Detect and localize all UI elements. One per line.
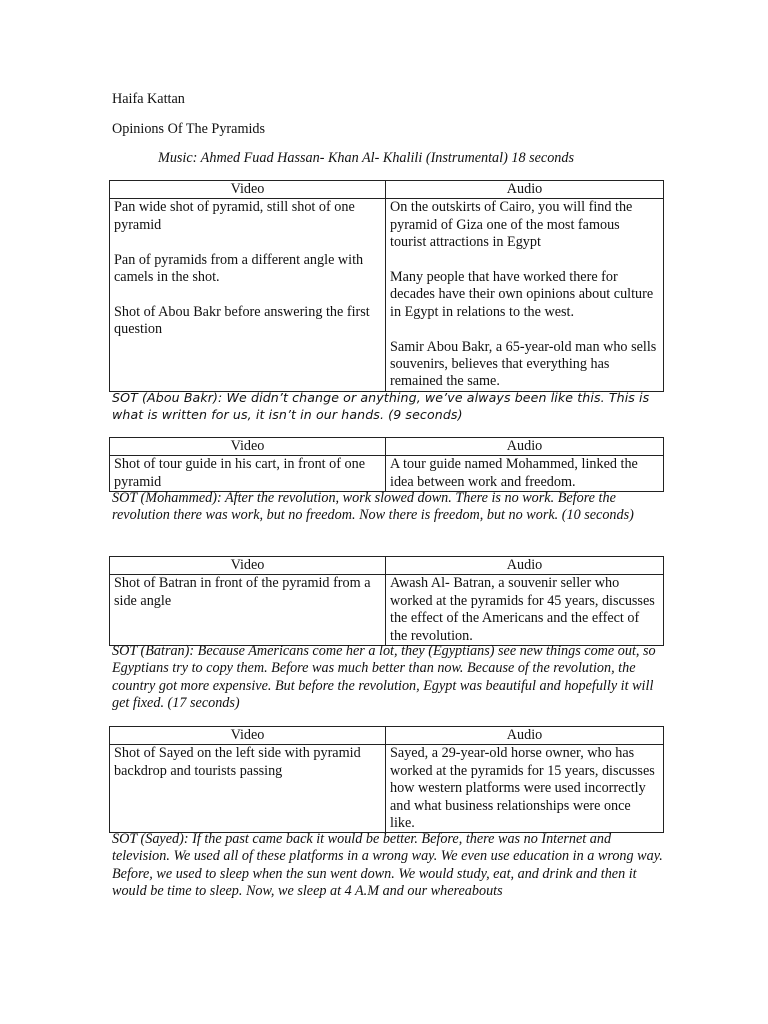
video-column-header: Video [110,727,386,745]
audio-cell: Sayed, a 29-year-old horse owner, who has worked at the pyramids for 15 years, discusses how western platforms were used incorrectly and what business relationships were once like. [386,745,664,833]
video-cell [110,199,386,391]
sot-quote-sayed: SOT (Sayed): If the past came back it would be better. Before, there was no Internet and television. We used all of these platforms in a wrong way. We even use education in a wrong way. Before, we used to sleep when the sun went down. We would study, eat, and drink and then it would be time to sleep. Now, we sleep at 4 A.M and our whereabouts [112,831,663,900]
table-header-row [110,727,664,745]
music-credit: Music: Ahmed Fuad Hassan- Khan Al- Khalili (Instrumental) 18 seconds [158,150,575,166]
video-text: Pan wide shot of pyramid, still shot of one pyramid [114,199,355,233]
table-header-row [110,438,664,456]
script-table-2 [109,437,664,492]
sot-quote-abou-bakr: SOT (Abou Bakr): We didn’t change or anything, we’ve always been like this. This is what is written for us, it isn’t in our hands. (9 seconds) [112,390,650,423]
sot-quote-batran: SOT (Batran): Because Americans come her a lot, they (Egyptians) see new things come out, so Egyptians try to copy them. Before was much better than now. Because of the revolution, the country got more expensive. But before the revolution, Egypt was beautiful and hopefully it will get fixed. (17 seconds) [112,643,656,712]
table-row [110,199,664,391]
video-column-header: Video [110,438,386,456]
video-text: Shot of Abou Bakr before answering the first question [114,303,370,338]
audio-text: Samir Abou Bakr, a 65-year-old man who sells souvenirs, believes that everything has remained the same. [390,338,657,390]
table-row [110,575,664,646]
video-text: Pan of pyramids from a different angle with camels in the shot. [114,251,364,286]
author-name: Haifa Kattan [112,91,185,107]
table-header-row [110,181,664,199]
audio-text: On the outskirts of Cairo, you will find the pyramid of Giza one of the most famous tourist attractions in Egypt [390,199,633,251]
video-cell: Shot of Sayed on the left side with pyramid backdrop and tourists passing [110,745,386,833]
script-table-3 [109,556,664,646]
script-table-4 [109,726,664,833]
script-table-1 [109,180,664,392]
audio-cell: A tour guide named Mohammed, linked the idea between work and freedom. [386,456,664,492]
video-column-header: Video [110,181,386,199]
table-header-row [110,557,664,575]
table-row [110,456,664,492]
audio-column-header: Audio [386,181,664,199]
table-row [110,745,664,833]
document-title: Opinions Of The Pyramids [112,121,266,137]
video-cell: Shot of Batran in front of the pyramid from a side angle [110,575,386,646]
audio-column-header: Audio [386,438,664,456]
audio-column-header: Audio [386,727,664,745]
audio-cell [386,199,664,391]
audio-column-header: Audio [386,557,664,575]
video-column-header: Video [110,557,386,575]
video-cell: Shot of tour guide in his cart, in front of one pyramid [110,456,386,492]
audio-text: Many people that have worked there for decades have their own opinions about culture in Egypt in relations to the west. [390,269,654,320]
audio-cell: Awash Al- Batran, a souvenir seller who worked at the pyramids for 45 years, discusses the effect of the Americans and the effect of the revolution. [386,575,664,646]
sot-quote-mohammed: SOT (Mohammed): After the revolution, work slowed down. There is no work. Before the revolution there was work, but no freedom. Now there is freedom, but no work. (10 seconds) [112,490,634,524]
